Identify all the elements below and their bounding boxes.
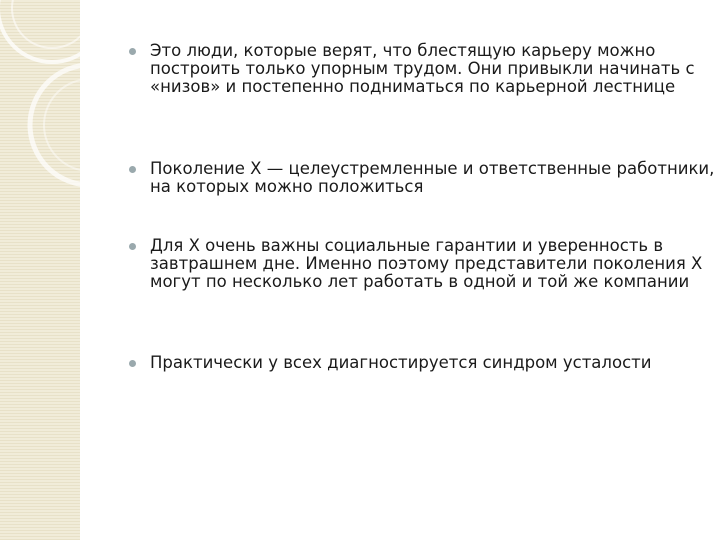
bullet-icon <box>129 166 136 173</box>
bullet-item <box>124 237 720 291</box>
bullet-text: Для Х очень важны социальные гарантии и уверенность в завтрашнем дне. Именно поэтому представители поколения Х могут по несколько лет работать в одной и той же компании <box>150 236 703 291</box>
bullet-icon <box>129 48 136 55</box>
decorative-circles-icon <box>0 0 80 540</box>
bullet-item <box>124 42 720 96</box>
bullet-icon <box>129 243 136 250</box>
bullet-text: Практически у всех диагностируется синдром усталости <box>150 353 652 372</box>
bullet-text: Поколение Х — целеустремленные и ответственные работники, на которых можно положиться <box>150 159 715 196</box>
bullet-text: Это люди, которые верят, что блестящую карьеру можно построить только упорным трудом. Они привыкли начинать с «низов» и постепенно подниматься по карьерной лестнице <box>150 41 695 96</box>
decorative-side-panel <box>0 0 80 540</box>
bullet-icon <box>129 360 136 367</box>
bullet-item <box>124 354 720 372</box>
bullet-item <box>124 160 720 196</box>
